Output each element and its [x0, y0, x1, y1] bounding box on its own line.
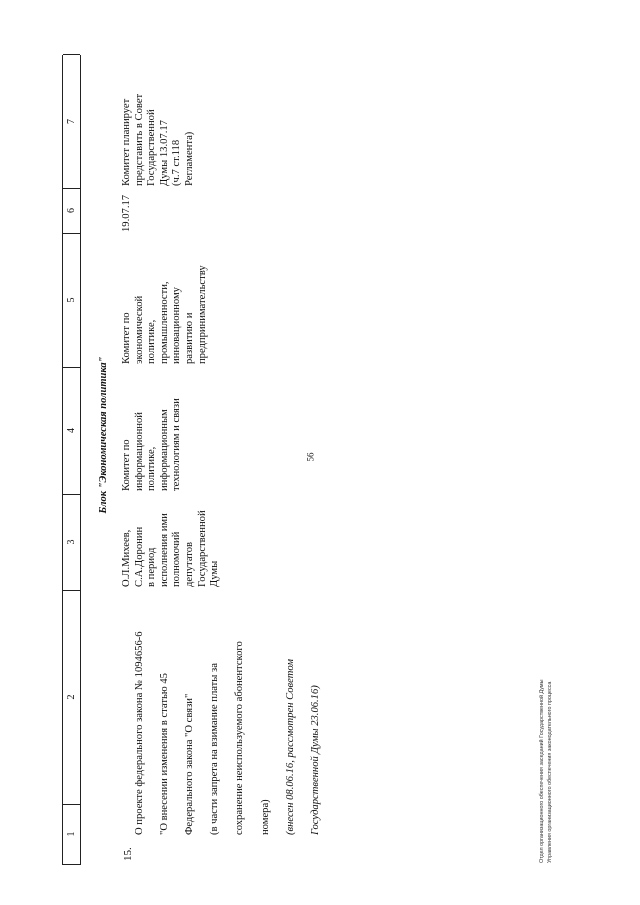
column-header-3: 3: [63, 494, 80, 591]
column-header-6: 6: [63, 188, 80, 234]
bill-title-cell: [121, 595, 335, 835]
committee-cell: Комитет по информационной политике, информационным технологиям и связи: [121, 398, 183, 491]
bill-title-line: Федерального закона "О связи": [183, 693, 195, 835]
footer-line: Отдел организационного обеспечения заседаний Государственной Думы: [539, 679, 545, 863]
notes-cell: Комитет планирует представить в Совет Государственной Думы 13.07.17 (ч.7 ст.118 Регламента): [121, 93, 195, 186]
bill-title-line: номера): [259, 799, 271, 835]
bill-title-line: "О внесении изменения в статью 45: [158, 673, 170, 835]
co-committee-cell: Комитет по экономической политике, промышленности, инновационному развитию и предпринимательству: [121, 265, 208, 364]
authors-cell: О.Л.Михеев, С.А.Доронин в период исполнения ими полномочий депутатов Государственной Думы: [121, 510, 221, 587]
block-title: Блок "Экономическая политика": [98, 356, 109, 514]
footer-line: Управления организационного обеспечения законодательного процесса: [546, 681, 553, 863]
table-header: [62, 55, 81, 865]
column-header-4: 4: [63, 367, 80, 495]
row-number: 15.: [122, 847, 134, 861]
bill-introduced-line: Государственной Думы 23.06.16): [309, 685, 321, 835]
page-number: 56: [305, 452, 316, 462]
bill-title-line: сохранение неиспользуемого абонентского: [234, 641, 246, 835]
bill-title-line: (в части запрета на взимание платы за: [209, 663, 221, 835]
column-header-7: 7: [63, 54, 80, 189]
date-cell: 19.07.17: [121, 194, 132, 232]
column-header-5: 5: [63, 233, 80, 368]
rotated-page: [62, 55, 582, 865]
bill-title-line: О проекте федерального закона № 1094656-6: [133, 631, 145, 835]
column-header-2: 2: [63, 590, 80, 805]
footer: [539, 680, 554, 863]
bill-introduced-line: (внесен 08.06.16, рассмотрен Советом: [284, 659, 296, 835]
column-header-1: 1: [63, 804, 80, 865]
